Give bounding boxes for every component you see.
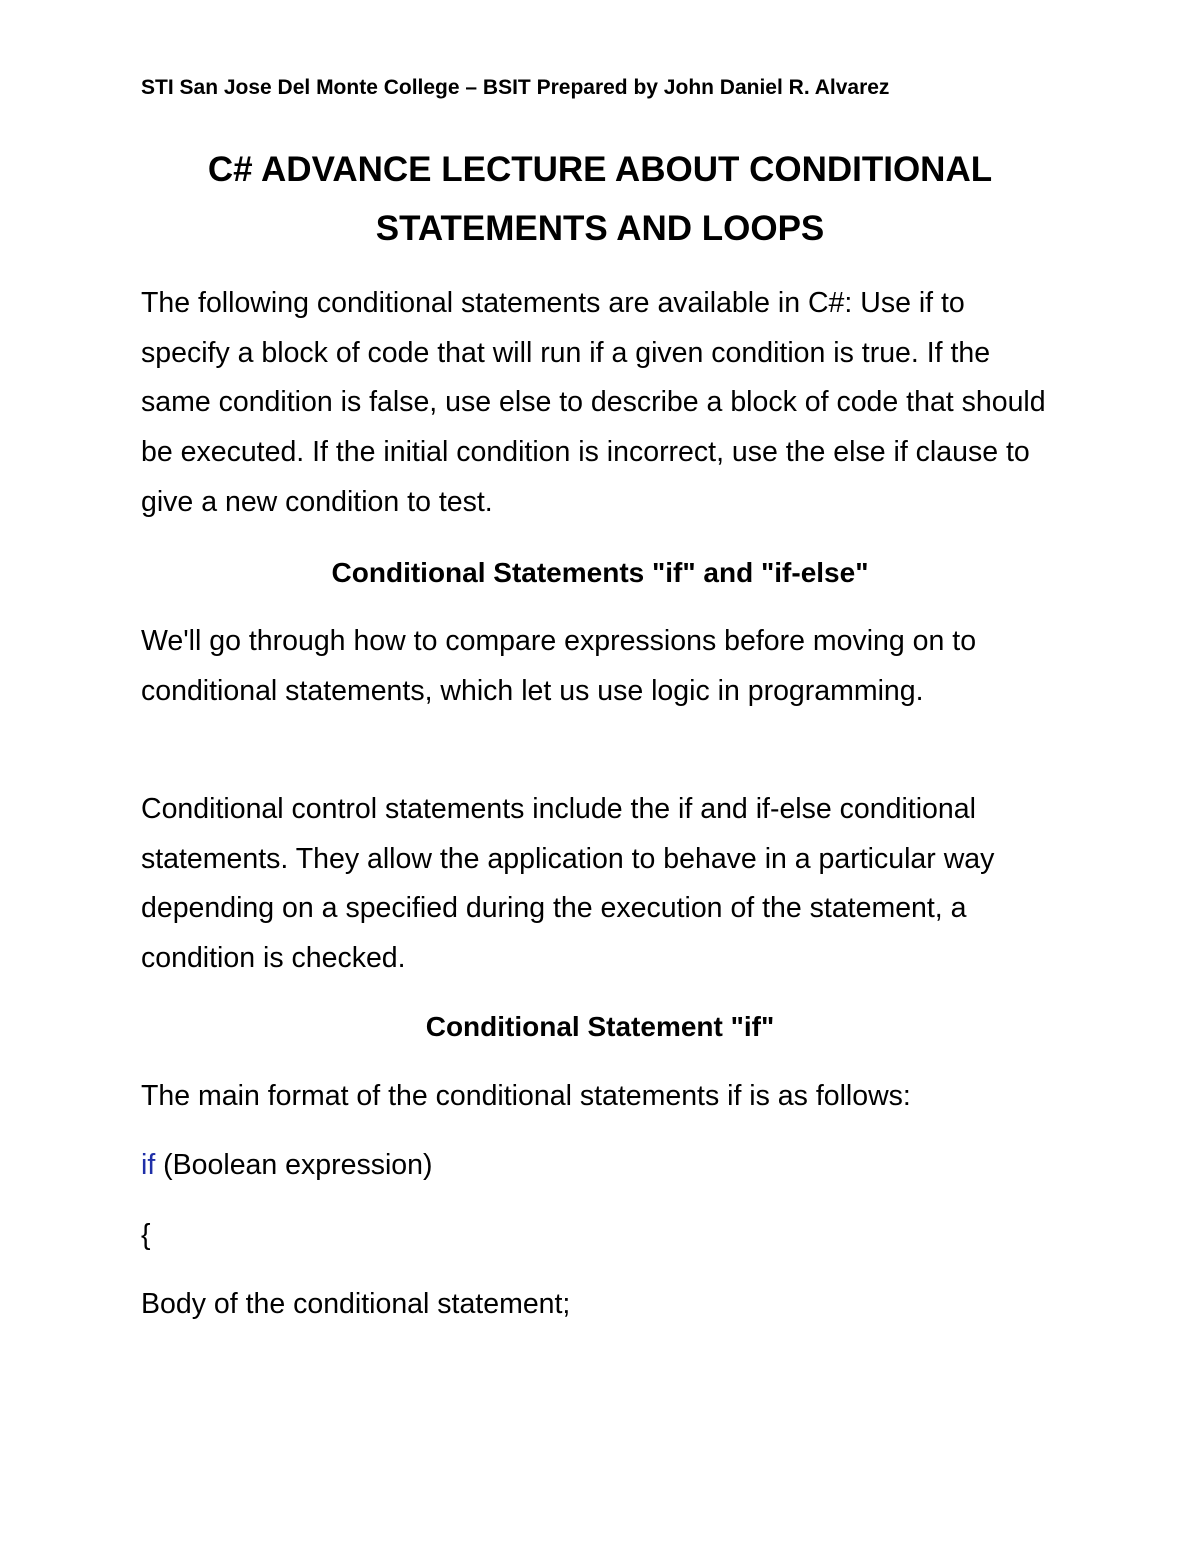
code-open-brace: { — [141, 1219, 151, 1251]
document-title — [100, 140, 1100, 258]
conditional-control-paragraph: Conditional control statements include the if and if-else conditional statements. They allow the application to behave in a particular way depending on a specified during the execution of the statement, a condition is checked. — [141, 793, 995, 975]
section-heading-if: Conditional Statement "if" — [425, 1011, 775, 1042]
title-line-2: STATEMENTS AND LOOPS — [375, 209, 825, 248]
code-keyword-if: if — [141, 1149, 156, 1181]
section-heading-if-else: Conditional Statements "if" and "if-else" — [331, 557, 869, 588]
comparison-paragraph: We'll go through how to compare expressions before moving on to conditional statements, which let us use logic in programming. — [141, 625, 977, 707]
intro-paragraph: The following conditional statements are available in C#: Use if to specify a block of code that will run if a given condition is true. If the same condition is false, use else to describe a block of code that should be executed. If the initial condition is incorrect, use the else if clause to give a new condition to test. — [141, 287, 1046, 518]
code-condition: (Boolean expression) — [155, 1149, 433, 1181]
page-header: STI San Jose Del Monte College – BSIT Prepared by John Daniel R. Alvarez — [141, 76, 890, 99]
title-line-1: C# ADVANCE LECTURE ABOUT CONDITIONAL — [207, 150, 993, 189]
code-if-line — [141, 1145, 433, 1185]
format-paragraph: The main format of the conditional statements if is as follows: — [141, 1080, 911, 1112]
code-body-line: Body of the conditional statement; — [141, 1288, 571, 1320]
